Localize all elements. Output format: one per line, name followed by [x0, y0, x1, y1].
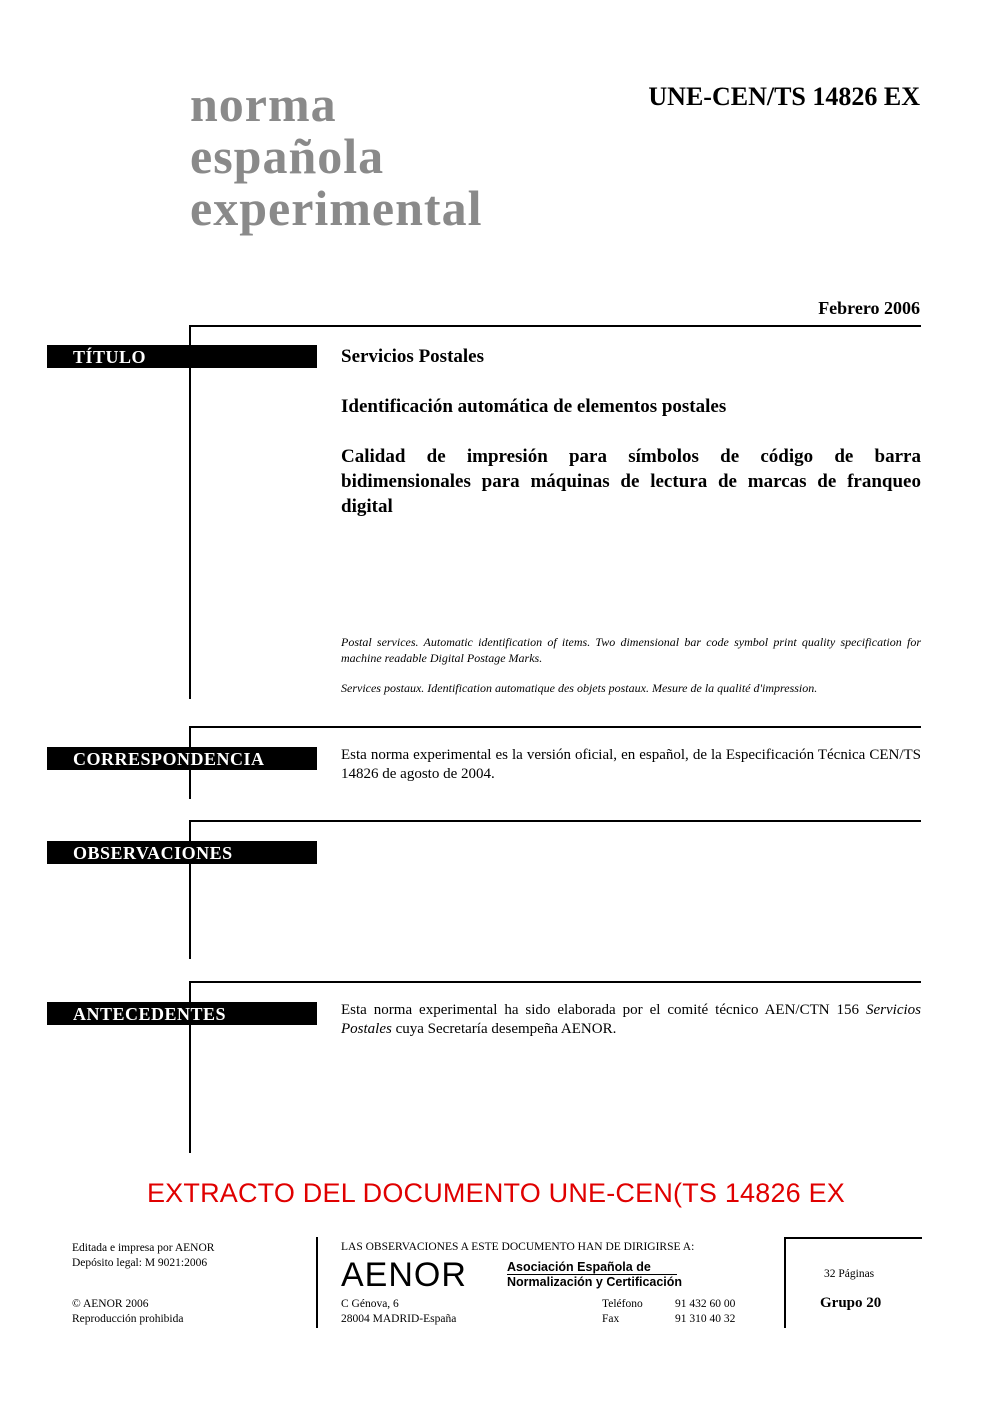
title-line-1: Servicios Postales	[341, 346, 485, 367]
standard-code: UNE-CEN/TS 14826 EX	[648, 82, 920, 111]
titulo-vertical-rule	[189, 325, 191, 699]
observaciones-label: OBSERVACIONES	[47, 841, 317, 864]
footer-fax: 91 310 40 32	[675, 1313, 736, 1325]
correspondencia-text: Esta norma experimental es la versión oficial, en español, de la Especificación Técnica CEN/TS 14826 de agosto de 2004.	[341, 747, 921, 782]
publication-date: Febrero 2006	[818, 298, 920, 318]
antecedentes-text-start: Esta norma experimental ha sido elaborada por el comité técnico AEN/CTN 156	[341, 1002, 867, 1018]
footer-pages: 32 Páginas	[824, 1268, 875, 1280]
title-line-3: Calidad de impresión para símbolos de código de barra bidimensionales para máquinas de lectura de marcas de franqueo digital	[341, 446, 921, 517]
antecedentes-top-rule	[189, 981, 921, 983]
footer-group: Grupo 20	[820, 1295, 882, 1311]
antecedentes-text-end: cuya Secretaría desempeña AENOR.	[391, 1021, 617, 1037]
brand-line-2: española	[190, 128, 385, 184]
observaciones-top-rule	[189, 820, 921, 822]
aenor-org-name	[507, 1260, 682, 1290]
aenor-org-rule	[507, 1274, 677, 1275]
correspondencia-top-rule	[189, 726, 921, 728]
english-title: Postal services. Automatic identification of items. Two dimensional bar code symbol print quality specification for machine readable Digital Postage Marks.	[341, 635, 921, 665]
titulo-top-rule	[189, 325, 921, 327]
brand-line-1: norma	[190, 76, 337, 132]
footer-copyright: © AENOR 2006	[72, 1298, 149, 1310]
titulo-label: TÍTULO	[47, 345, 317, 368]
title-line-2: Identificación automática de elementos postales	[341, 396, 727, 417]
antecedentes-committee-name: Servicios Postales	[341, 1002, 921, 1037]
titulo-content	[341, 344, 921, 519]
french-title: Services postaux. Identification automatique des objets postaux. Mesure de la qualité d'impression.	[341, 681, 818, 695]
footer-fax-label: Fax	[602, 1313, 620, 1325]
footer-address-1: C Génova, 6	[341, 1298, 399, 1310]
antecedentes-label: ANTECEDENTES	[47, 1002, 317, 1025]
aenor-org-line-2: Normalización y Certificación	[507, 1275, 683, 1289]
aenor-org-line-1: Asociación Española de	[507, 1260, 651, 1274]
correspondencia-label: CORRESPONDENCIA	[47, 747, 317, 770]
footer-box-top-rule	[784, 1237, 922, 1239]
footer-phone-label: Teléfono	[602, 1298, 643, 1310]
footer-edited: Editada e impresa por AENOR	[72, 1242, 215, 1254]
brand-title	[190, 78, 482, 234]
footer-phone: 91 432 60 00	[675, 1298, 736, 1310]
extract-banner: EXTRACTO DEL DOCUMENTO UNE-CEN(TS 14826 EX	[146, 1178, 846, 1208]
footer-divider-right	[784, 1237, 786, 1328]
footer-deposit: Depósito legal: M 9021:2006	[72, 1257, 208, 1269]
footer-address-2: 28004 MADRID-España	[341, 1313, 457, 1325]
antecedentes-text	[341, 1001, 921, 1039]
footer-observations-header: LAS OBSERVACIONES A ESTE DOCUMENTO HAN DE DIRIGIRSE A:	[341, 1241, 695, 1253]
footer-reproduction: Reproducción prohibida	[72, 1313, 184, 1325]
footer-divider-left	[316, 1237, 318, 1328]
aenor-logo: AENOR	[341, 1256, 467, 1294]
brand-line-3: experimental	[190, 180, 483, 236]
